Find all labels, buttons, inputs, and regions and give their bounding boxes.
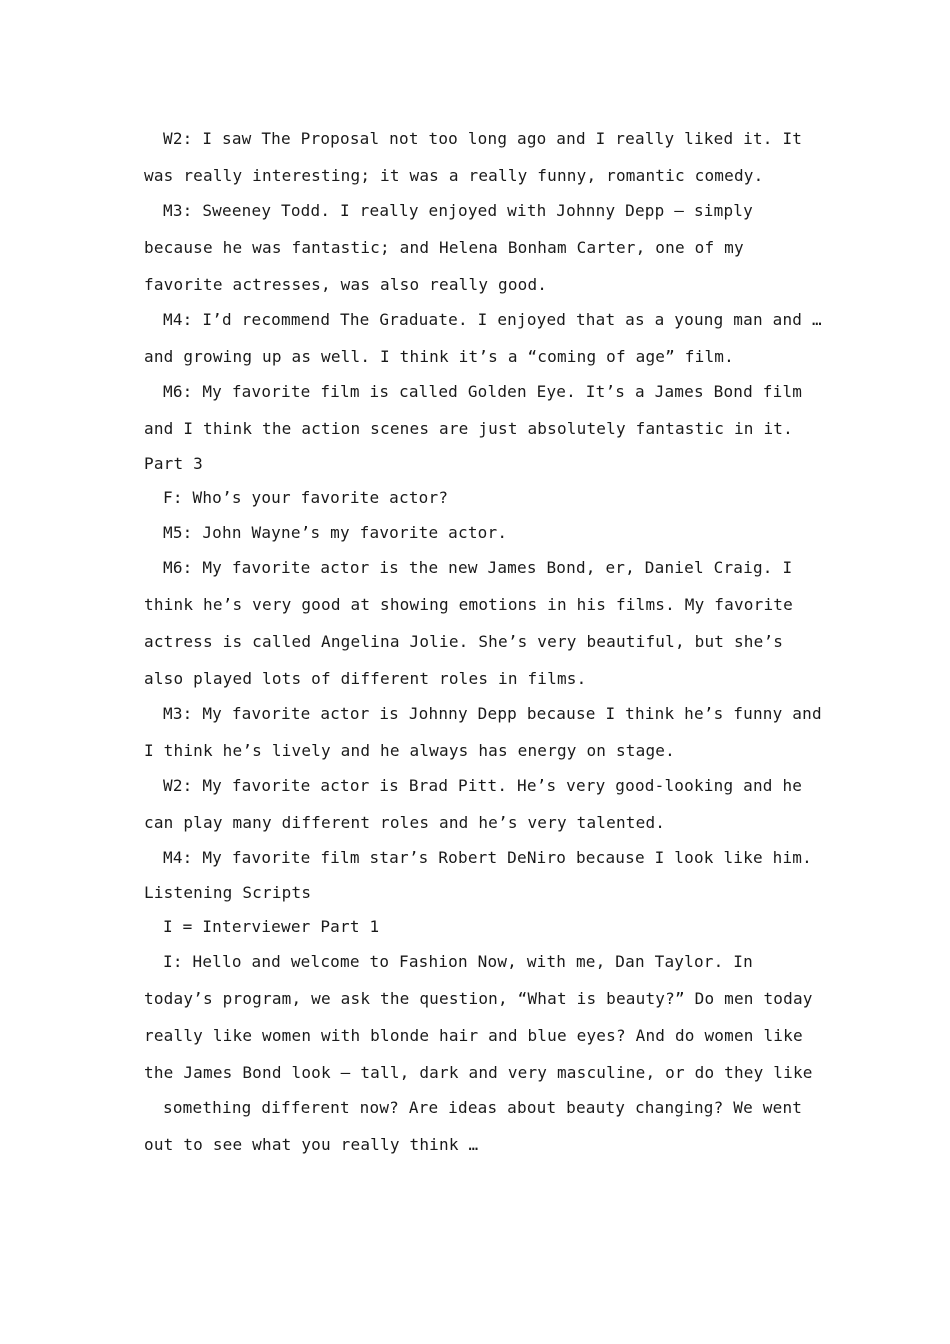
section-heading-part-3: Part 3: [144, 454, 203, 473]
paragraph-m4-graduate: M4: I’d recommend The Graduate. I enjoyed that as a young man and … and growing up as well. I think it’s a “coming of age” film.: [144, 310, 822, 366]
paragraph-m3-johnny-depp: M3: My favorite actor is Johnny Depp because I think he’s funny and I think he’s lively and he always has energy on stage.: [144, 704, 822, 760]
paragraph-w2-proposal: W2: I saw The Proposal not too long ago and I really liked it. It was really interesting; it was a really funny, romantic comedy.: [144, 129, 803, 185]
paragraph-m5-john-wayne: M5: John Wayne’s my favorite actor.: [163, 523, 508, 542]
document-body: [144, 120, 824, 1163]
paragraph-w2-brad-pitt: W2: My favorite actor is Brad Pitt. He’s very good-looking and he can play many different roles and he’s very talented.: [144, 776, 803, 832]
paragraph-m6-daniel-craig: M6: My favorite actor is the new James Bond, er, Daniel Craig. I think he’s very good at showing emotions in his films. My favorite actress is called Angelina Jolie. She’s very beautiful, but she’s also played lots of different roles in films.: [144, 558, 793, 688]
paragraph-interviewer-key: I = Interviewer Part 1: [163, 917, 380, 936]
section-heading-listening-scripts: Listening Scripts: [144, 883, 312, 902]
paragraph-interviewer-continued: something different now? Are ideas about beauty changing? We went out to see what you really think …: [144, 1098, 803, 1154]
paragraph-interviewer-intro: I: Hello and welcome to Fashion Now, with me, Dan Taylor. In today’s program, we ask the question, “What is beauty?” Do men today really like women with blonde hair and blue eyes? And do women like the James Bond look – tall, dark and very masculine, or do they like: [144, 952, 813, 1082]
paragraph-m3-sweeney-todd: M3: Sweeney Todd. I really enjoyed with Johnny Depp – simply because he was fantastic; and Helena Bonham Carter, one of my favorite actresses, was also really good.: [144, 201, 753, 294]
paragraph-m4-deniro: M4: My favorite film star’s Robert DeNiro because I look like him.: [163, 848, 812, 867]
paragraph-f-question: F: Who’s your favorite actor?: [163, 488, 449, 507]
paragraph-m6-golden-eye: M6: My favorite film is called Golden Eye. It’s a James Bond film and I think the action scenes are just absolutely fantastic in it.: [144, 382, 803, 438]
